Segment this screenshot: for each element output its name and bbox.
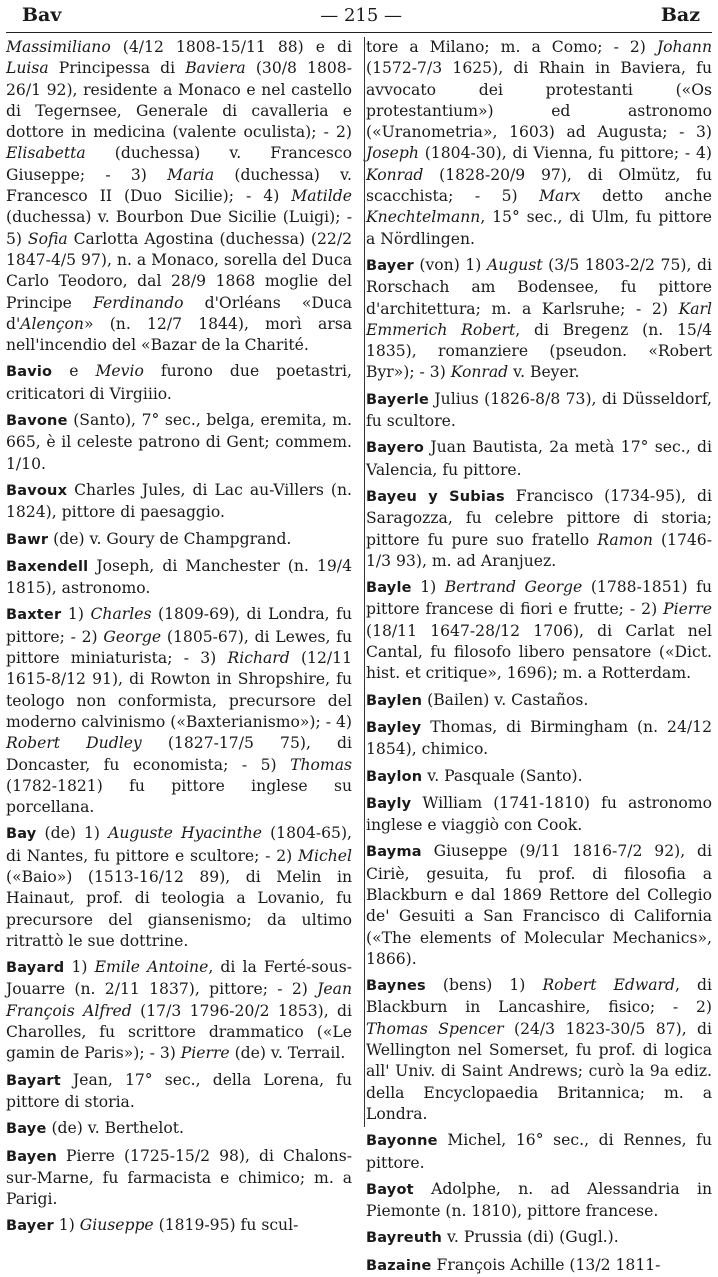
entry-text: Joseph, di Manchester (n. 19/4 1815), astronomo. bbox=[6, 556, 352, 598]
entry-text: (von) 1) bbox=[413, 255, 487, 274]
italic-name: Jean François Alfred bbox=[6, 980, 352, 1020]
headword: Bawr bbox=[6, 531, 49, 548]
dictionary-entry bbox=[6, 410, 352, 475]
italic-name: George bbox=[103, 627, 162, 646]
headword: Bayeu y Subias bbox=[366, 488, 505, 505]
headword: Bay bbox=[6, 826, 37, 843]
entry-text: 1) bbox=[64, 958, 95, 977]
dictionary-entry bbox=[6, 957, 352, 1064]
entry-text: (3/5 1803-2/2 75), di Rorschach am Bodensee, fu pittore d'architettura; m. a Karlsruhe; - 2) bbox=[366, 255, 712, 318]
dictionary-entry bbox=[6, 604, 352, 818]
text-columns bbox=[6, 37, 713, 1274]
headword: Baxter bbox=[6, 607, 62, 624]
italic-name: August bbox=[486, 255, 543, 274]
entry-text: v. Prussia (di) (Gugl.). bbox=[442, 1228, 619, 1247]
entry-text: Giuseppe (9/11 1816-7/2 92), di Ciriè, gesuita, fu prof. di filosofia a Blackburn e dal 1869 Rettore del Collegio de' Gesuiti a San Francisco di California («The elements of Molecular Mechanics», 1866). bbox=[366, 842, 712, 968]
entry-text: (de) 1) bbox=[36, 824, 109, 843]
entry-text: (1782-1821) fu pittore inglese su porcellana. bbox=[6, 776, 352, 817]
entry-text: 1) bbox=[61, 605, 91, 624]
italic-name: Luisa bbox=[6, 59, 49, 78]
italic-name: Joseph bbox=[366, 144, 419, 163]
italic-name: Elisabetta bbox=[6, 144, 86, 163]
headword: Bayart bbox=[6, 1072, 61, 1089]
headword: Bayen bbox=[6, 1148, 57, 1165]
entry-text: (1804-65), di Nantes, fu pittore e scultore; - 2) bbox=[6, 824, 352, 865]
headword: Bazaine bbox=[366, 1257, 432, 1274]
dictionary-entry bbox=[366, 437, 712, 481]
headword: Bayonne bbox=[366, 1133, 438, 1150]
dictionary-entry bbox=[366, 841, 712, 970]
dictionary-entry bbox=[6, 37, 352, 356]
entry-text: Francisco (1734-95), di Saragozza, fu celebre pittore di storia; pittore fu pure suo fratello bbox=[366, 486, 712, 549]
italic-name: Robert Dudley bbox=[6, 734, 142, 753]
italic-name: Alençon bbox=[20, 314, 84, 333]
italic-name: Maria bbox=[167, 165, 215, 184]
entry-text: (de) v. Goury de Champgrand. bbox=[48, 529, 292, 548]
entry-text: e bbox=[52, 362, 96, 381]
entry-text: (4/12 1808-15/11 88) e di bbox=[110, 38, 352, 56]
entry-text: (24/3 1823-30/5 87), di Wellington nel Somerset, fu prof. di logica all' Univ. di Saint Andrews; curò la 9a ediz. della Encyclopaedia Britannica; m. a Londra. bbox=[366, 1019, 712, 1123]
italic-name: Baviera bbox=[185, 59, 246, 78]
dictionary-entry bbox=[6, 1118, 352, 1140]
entry-text: (1809-69), di Londra, fu pittore; - 2) bbox=[6, 605, 352, 646]
italic-name: Thomas bbox=[290, 755, 352, 774]
dictionary-entry bbox=[6, 361, 352, 405]
entry-text: furono due poetastri, criticatori di Virgiiio. bbox=[6, 362, 352, 403]
column-divider bbox=[364, 37, 365, 1127]
entry-text: (1819-95) fu scul- bbox=[153, 1216, 299, 1235]
entry-text: («Baio») (1513-16/12 89), di Melin in Hainaut, prof. di teologia a Lovanio, fu precursore del giansenismo; da ultimo ritrattò le sue dottrine. bbox=[6, 867, 352, 950]
italic-name: Ramon bbox=[597, 530, 653, 549]
entry-text: d'Orléans «Duca d' bbox=[6, 293, 352, 333]
entry-text: (Bailen) v. Castaños. bbox=[422, 690, 589, 709]
entry-text: v. Pasquale (Santo). bbox=[422, 766, 583, 785]
italic-name: Konrad bbox=[450, 363, 509, 382]
headword: Baylon bbox=[366, 768, 423, 785]
italic-name: Knechtelmann bbox=[366, 208, 481, 227]
headword: Bayero bbox=[366, 440, 424, 457]
entry-text: (18/11 1647-28/12 1706), di Carlat nel Cantal, fu filosofo libero pensatore («Dict. hist. et critique», 1696); m. a Rotterdam. bbox=[366, 621, 712, 683]
headword: Bayley bbox=[366, 719, 422, 736]
dictionary-entry bbox=[6, 480, 352, 524]
entry-text: (1827-17/5 75), di Doncaster, fu economista; - 5) bbox=[6, 734, 352, 774]
left-column bbox=[6, 37, 358, 1235]
header-rule bbox=[6, 32, 712, 33]
headword: Bayer bbox=[366, 257, 414, 274]
italic-name: Bertrand George bbox=[444, 578, 583, 597]
entry-text: (de) v. Berthelot. bbox=[46, 1119, 184, 1138]
entry-text: (12/11 1615-8/12 91), di Rowton in Shropshire, fu teologo non conformista, precursore del moderno calvinismo («Baxterianismo»); - 4) bbox=[6, 649, 352, 731]
entry-text: 1) bbox=[53, 1216, 80, 1235]
entry-text: (1804-30), di Vienna, fu pittore; - 4) bbox=[418, 144, 712, 163]
headword: Bavio bbox=[6, 364, 53, 381]
headword: Bavoux bbox=[6, 482, 68, 499]
headword: Baylen bbox=[366, 692, 423, 709]
headword: Bayreuth bbox=[366, 1230, 443, 1247]
headword: Bayot bbox=[366, 1181, 414, 1198]
headword: Bayle bbox=[366, 580, 412, 597]
entry-text: (17/3 1796-20/2 1853), di Charolles, fu scrittore drammatico («Le gamin de Paris»); - 3) bbox=[6, 1001, 352, 1063]
entry-text: (duchessa) v. Francesco Giuseppe; - 3) bbox=[6, 144, 352, 184]
entry-text: Principessa di bbox=[48, 59, 186, 78]
dictionary-entry bbox=[6, 1070, 352, 1114]
entry-text: (1788-1851) fu pittore francese di fiori e frutte; - 2) bbox=[366, 578, 712, 619]
entry-text: Juan Bautista, 2a metà 17° sec., di Valencia, fu pittore. bbox=[366, 438, 712, 479]
entry-text: (bens) 1) bbox=[425, 976, 543, 995]
dictionary-entry bbox=[6, 823, 352, 952]
italic-name: Auguste Hyacinthe bbox=[108, 824, 262, 843]
entry-text: Charles Jules, di Lac au-Villers (n. 1824), pittore di paesaggio. bbox=[6, 480, 352, 522]
dictionary-entry bbox=[6, 1215, 352, 1237]
italic-name: Marx bbox=[539, 187, 581, 206]
italic-name: Massimiliano bbox=[6, 38, 111, 56]
italic-name: Sofia bbox=[27, 229, 68, 248]
italic-name: Karl Emmerich Robert bbox=[366, 299, 712, 339]
dictionary-entry bbox=[366, 1179, 712, 1223]
italic-name: Ferdinando bbox=[93, 293, 184, 312]
italic-name: Emile Antoine bbox=[94, 958, 209, 977]
entry-text: (30/8 1808-26/1 92), residente a Monaco e nel castello di Tegernsee, Generale di cavalleria e dottore in medicina (valente oculista); - 2) bbox=[6, 59, 352, 142]
dictionary-entry bbox=[366, 690, 712, 712]
dictionary-entry bbox=[366, 1227, 712, 1249]
entry-text: Pierre (1725-15/2 98), di Chalons-sur-Marne, fu farmacista e chimico; m. a Parigi. bbox=[6, 1146, 352, 1209]
entry-text: (de) v. Terrail. bbox=[229, 1044, 346, 1063]
header-left-guideword: Bav bbox=[22, 4, 62, 26]
entry-text: Adolphe, n. ad Alessandria in Piemonte (n. 1810), pittore francese. bbox=[366, 1179, 712, 1221]
headword: Bayly bbox=[366, 795, 412, 812]
entry-text: , di Blackburn in Lancashire, fisico; - 2) bbox=[366, 976, 712, 1017]
dictionary-entry bbox=[6, 556, 352, 600]
entry-text: (Santo), 7° sec., belga, eremita, m. 665, è il celeste patrono di Gent; commem. 1/10. bbox=[6, 411, 352, 473]
entry-text: William (1741-1810) fu astronomo inglese e viaggiò con Cook. bbox=[366, 793, 712, 835]
headword: Baxendell bbox=[6, 558, 89, 575]
entry-text: Michel, 16° sec., di Rennes, fu pittore. bbox=[366, 1131, 712, 1172]
headword: Baye bbox=[6, 1121, 47, 1138]
entry-text: (duchessa) v. Francesco II (Duo Sicilie); - 4) bbox=[6, 165, 353, 206]
italic-name: Charles bbox=[90, 605, 152, 624]
headword: Bayard bbox=[6, 960, 65, 977]
headword: Bayer bbox=[6, 1218, 54, 1235]
headword: Bavone bbox=[6, 413, 68, 430]
entry-text: Thomas, di Birmingham (n. 24/12 1854), chimico. bbox=[366, 717, 712, 759]
dictionary-entry bbox=[366, 793, 712, 837]
headword: Bayma bbox=[366, 844, 422, 861]
dictionary-entry bbox=[366, 717, 712, 761]
entry-text: Jean, 17° sec., della Lorena, fu pittore di storia. bbox=[6, 1070, 352, 1111]
italic-name: Robert Edward bbox=[542, 976, 675, 995]
headword: Bayerle bbox=[366, 391, 430, 408]
italic-name: Matilde bbox=[291, 187, 352, 206]
entry-text: (1746-1/3 93), m. ad Aranjuez. bbox=[366, 530, 712, 570]
italic-name: Giuseppe bbox=[79, 1216, 154, 1235]
italic-name: Richard bbox=[227, 649, 290, 668]
entry-text: detto anche bbox=[580, 187, 713, 206]
page-number: — 215 — bbox=[320, 5, 403, 26]
entry-text: , di Bregenz (n. 15/4 1835), romanziere (pseudon. «Robert Byr»); - 3) bbox=[366, 320, 713, 382]
italic-name: Pierre bbox=[663, 600, 712, 619]
entry-text: tore a Milano; m. a Como; - 2) bbox=[366, 38, 657, 56]
dictionary-entry bbox=[366, 975, 712, 1125]
italic-name: Johann bbox=[656, 38, 712, 56]
dictionary-entry bbox=[366, 1255, 712, 1277]
entry-text: (duchessa) v. Bourbon Due Sicilie (Luigi); - 5) bbox=[6, 208, 352, 248]
right-column bbox=[360, 37, 713, 1274]
running-header bbox=[6, 4, 712, 30]
dictionary-entry bbox=[6, 529, 352, 551]
dictionary-entry bbox=[366, 577, 712, 684]
entry-text: v. Beyer. bbox=[508, 363, 580, 382]
italic-name: Pierre bbox=[180, 1044, 230, 1063]
dictionary-entry bbox=[6, 1146, 352, 1211]
dictionary-entry bbox=[366, 766, 712, 788]
entry-text: » (n. 12/7 1844), morì arsa nell'incendio del «Bazar de la Charité. bbox=[6, 314, 352, 355]
dictionary-entry bbox=[366, 389, 712, 433]
italic-name: Thomas Spencer bbox=[366, 1019, 504, 1038]
entry-text: François Achille (13/2 1811- bbox=[431, 1255, 661, 1274]
entry-text: (1572-7/3 1625), di Rhain in Baviera, fu avvocato dei protestanti («Os protestantium») ed astronomo («Uranometria», 1603) ad Augusta; - 3) bbox=[366, 59, 712, 142]
entry-text: , 15° sec., di Ulm, fu pittore a Nördlingen. bbox=[366, 208, 712, 248]
entry-text: (1828-20/9 97), di Olmütz, fu scacchista; - 5) bbox=[366, 165, 712, 206]
header-right-guideword: Baz bbox=[660, 4, 700, 26]
italic-name: Michel bbox=[298, 846, 352, 865]
entry-text: (1805-67), di Lewes, fu pittore miniaturista; - 3) bbox=[6, 627, 352, 668]
entry-text: 1) bbox=[411, 578, 445, 597]
dictionary-entry bbox=[366, 255, 712, 384]
entry-text: Carlotta Agostina (duchessa) (22/2 1847-4/5 97), n. a Monaco, sorella del Duca Carlo Teodoro, dal 28/9 1868 moglie del Principe bbox=[6, 229, 352, 312]
headword: Baynes bbox=[366, 978, 426, 995]
italic-name: Konrad bbox=[366, 165, 424, 184]
italic-name: Mevio bbox=[95, 362, 144, 381]
entry-continuation bbox=[366, 37, 712, 250]
entry-text: Julius (1826-8/8 73), di Düsseldorf, fu scultore. bbox=[366, 389, 712, 431]
dictionary-entry bbox=[366, 1130, 712, 1174]
dictionary-entry bbox=[366, 486, 712, 572]
entry-text: , di la Ferté-sous-Jouarre (n. 2/11 1837), pittore; - 2) bbox=[6, 958, 353, 999]
